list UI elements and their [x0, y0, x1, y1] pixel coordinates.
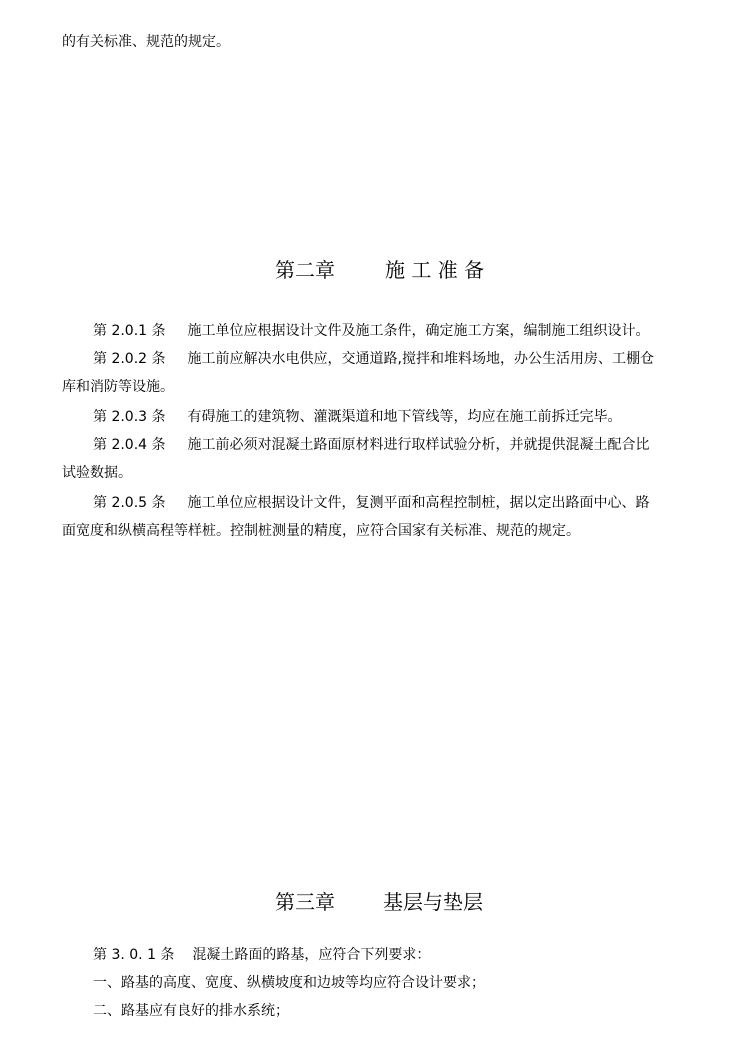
article-2-0-2-continuation: 库和消防等设施。 [62, 379, 174, 395]
article-label: 第 3. 0. 1 条 [93, 947, 175, 963]
article-label: 第 2.0.1 条 [93, 323, 166, 339]
article-2-0-5-continuation: 面宽度和纵横高程等样桩。控制桩测量的精度，应符合国家有关标准、规范的规定。 [62, 523, 580, 539]
article-3-0-1 [93, 946, 430, 964]
article-2-0-4 [93, 436, 650, 454]
article-label: 第 2.0.5 条 [93, 495, 166, 511]
article-2-0-2 [93, 350, 654, 368]
chapter-3-title: 基层与垫层 [383, 890, 483, 914]
article-text: 施工单位应根据设计文件，复测平面和高程控制桩，据以定出路面中心、路 [187, 495, 650, 511]
continuation-line: 的有关标准、规范的规定。 [62, 34, 230, 50]
chapter-2-title: 施 工 准 备 [385, 258, 485, 282]
article-text: 有碍施工的建筑物、灌溉渠道和地下管线等，均应在施工前拆迁完毕。 [187, 409, 622, 425]
article-text: 施工单位应根据设计文件及施工条件，确定施工方案，编制施工组织设计。 [187, 323, 650, 339]
chapter-2-number: 第二章 [275, 258, 335, 282]
article-2-0-4-continuation: 试验数据。 [62, 465, 132, 481]
article-label: 第 2.0.2 条 [93, 351, 166, 367]
list-item-2: 二、路基应有良好的排水系统； [93, 1003, 289, 1019]
article-label: 第 2.0.3 条 [93, 409, 166, 425]
list-item-1: 一、路基的高度、宽度、纵横坡度和边坡等均应符合设计要求； [93, 975, 485, 991]
article-text: 施工前应解决水电供应，交通道路,搅拌和堆料场地，办公生活用房、工棚仓 [187, 351, 654, 367]
article-2-0-5 [93, 494, 650, 512]
article-label: 第 2.0.4 条 [93, 437, 166, 453]
chapter-2-heading [275, 258, 484, 282]
article-2-0-3 [93, 408, 622, 426]
chapter-3-heading [275, 890, 483, 914]
article-text: 施工前必须对混凝土路面原材料进行取样试验分析，并就提供混凝土配合比 [187, 437, 650, 453]
chapter-3-number: 第三章 [275, 890, 335, 914]
article-text: 混凝土路面的路基，应符合下列要求： [192, 947, 431, 963]
article-2-0-1 [93, 322, 650, 340]
